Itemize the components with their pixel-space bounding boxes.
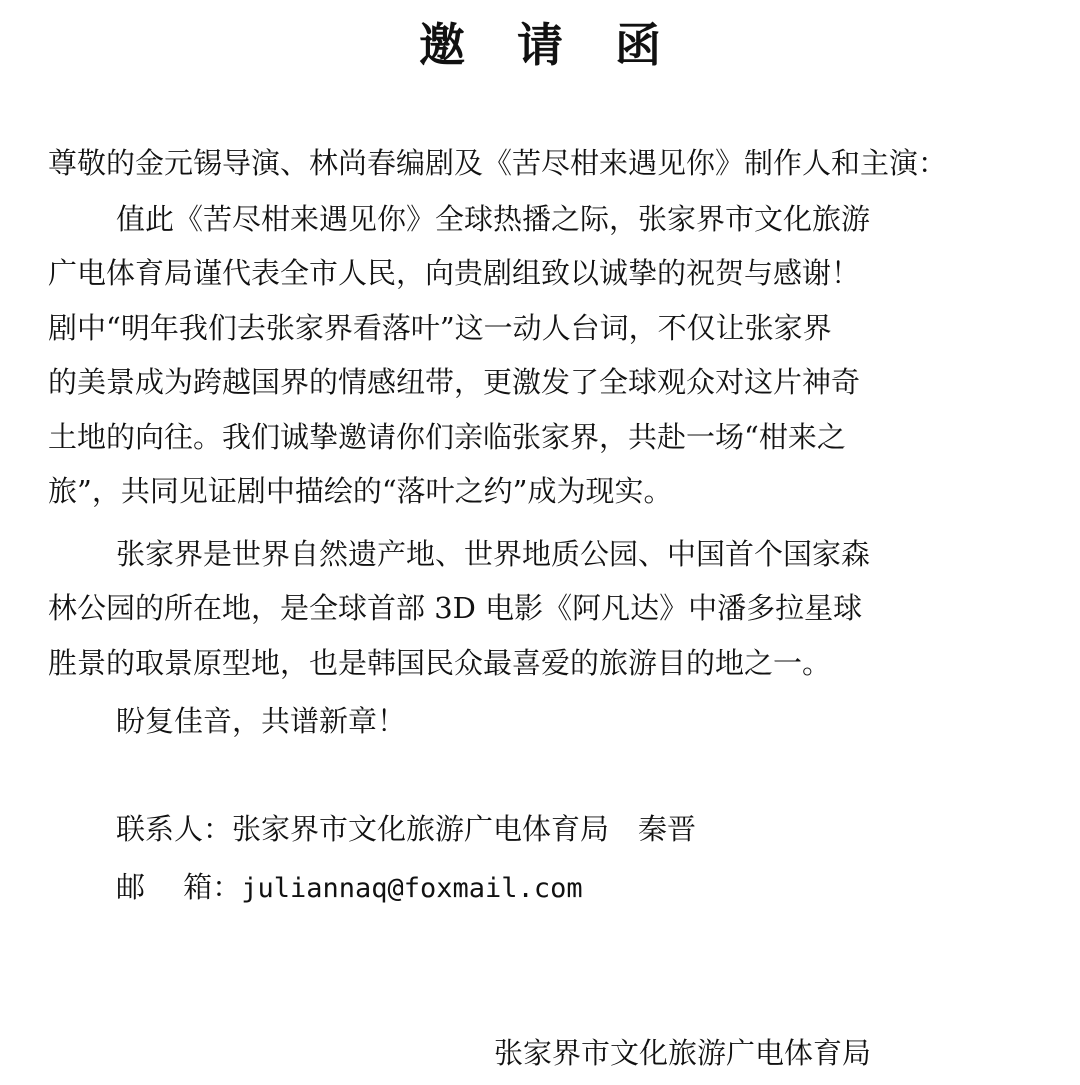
paragraph-1-line-1: 值此《苦尽柑来遇见你》全球热播之际，张家界市文化旅游 xyxy=(116,202,871,236)
paragraph-2-line-3: 胜景的取景原型地，也是韩国民众最喜爱的旅游目的地之一。 xyxy=(48,646,832,680)
paragraph-2-line-1: 张家界是世界自然遗产地、世界地质公园、中国首个国家森 xyxy=(116,537,871,571)
paragraph-1-line-5: 土地的向往。我们诚挚邀请你们亲临张家界，共赴一场“柑来之 xyxy=(48,420,846,454)
paragraph-1-line-3: 剧中“明年我们去张家界看落叶”这一动人台词，不仅让张家界 xyxy=(48,311,832,345)
letter-closing: 盼复佳音，共谱新章！ xyxy=(116,704,407,738)
paragraph-1-line-6: 旅”，共同见证剧中描绘的“落叶之约”成为现实。 xyxy=(48,474,673,508)
letter-title: 邀请函 xyxy=(419,18,713,72)
contact-person xyxy=(116,806,696,852)
contact-email-value[interactable]: juliannaq@foxmail.com xyxy=(241,873,583,904)
paragraph-2-line-2: 林公园的所在地，是全球首部 3D 电影《阿凡达》中潘多拉星球 xyxy=(48,591,863,625)
contact-person-value: 张家界市文化旅游广电体育局 秦晋 xyxy=(232,812,697,846)
contact-email xyxy=(116,864,583,912)
letter-signature: 张家界市文化旅游广电体育局 xyxy=(494,1036,872,1070)
paragraph-1-line-2: 广电体育局谨代表全市人民，向贵剧组致以诚挚的祝贺与感谢！ xyxy=(48,256,861,290)
contact-email-label: 邮 箱： xyxy=(116,870,242,904)
letter-salutation: 尊敬的金元锡导演、林尚春编剧及《苦尽柑来遇见你》制作人和主演： xyxy=(48,146,948,180)
contact-person-label: 联系人： xyxy=(116,812,233,846)
paragraph-1-line-4: 的美景成为跨越国界的情感纽带，更激发了全球观众对这片神奇 xyxy=(48,365,861,399)
